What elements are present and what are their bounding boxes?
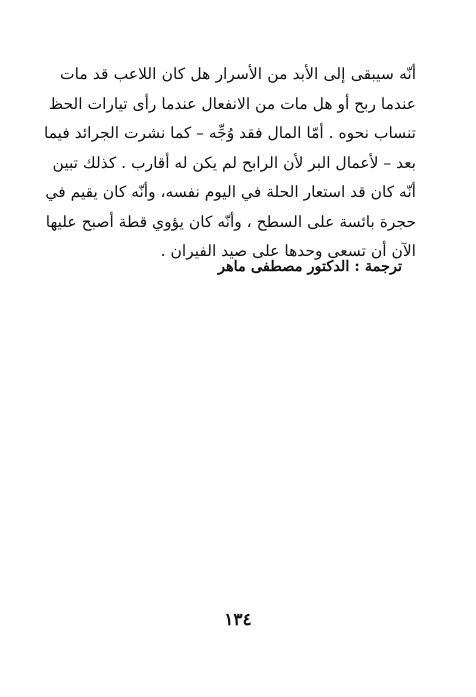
paragraph-line: تنساب نحوه . أمّا المال فقد وُجِّه – كما نشرت الجرائد فيما	[44, 124, 416, 142]
paragraph-line: بعد – لأعمال البر لأن الرابح لم يكن له أقارب . كذلك تبين	[52, 153, 416, 172]
paragraph-line: الآن أن تسعى وحدها على صيد الفيران .	[160, 242, 416, 260]
translator-credit: ترجمة : الدكتور مصطفى ماهر	[217, 258, 402, 275]
paragraph-line: عندما ربح أو هل مات من الانفعال عندما رأى تيارات الحظ	[48, 94, 416, 113]
paragraph-line: حجرة بائسة على السطح ، وأنّه كان يؤوي قطة أصبح عليها	[45, 212, 416, 231]
page-number: ١٣٤	[224, 610, 252, 630]
body-paragraph	[44, 60, 416, 267]
paragraph-line: أنّه كان قد استعار الحلة في اليوم نفسه، وأنّه كان يقيم في	[45, 183, 416, 201]
paragraph-line: أنّه سيبقى إلى الأبد من الأسرار هل كان اللاعب قد مات	[60, 65, 416, 83]
